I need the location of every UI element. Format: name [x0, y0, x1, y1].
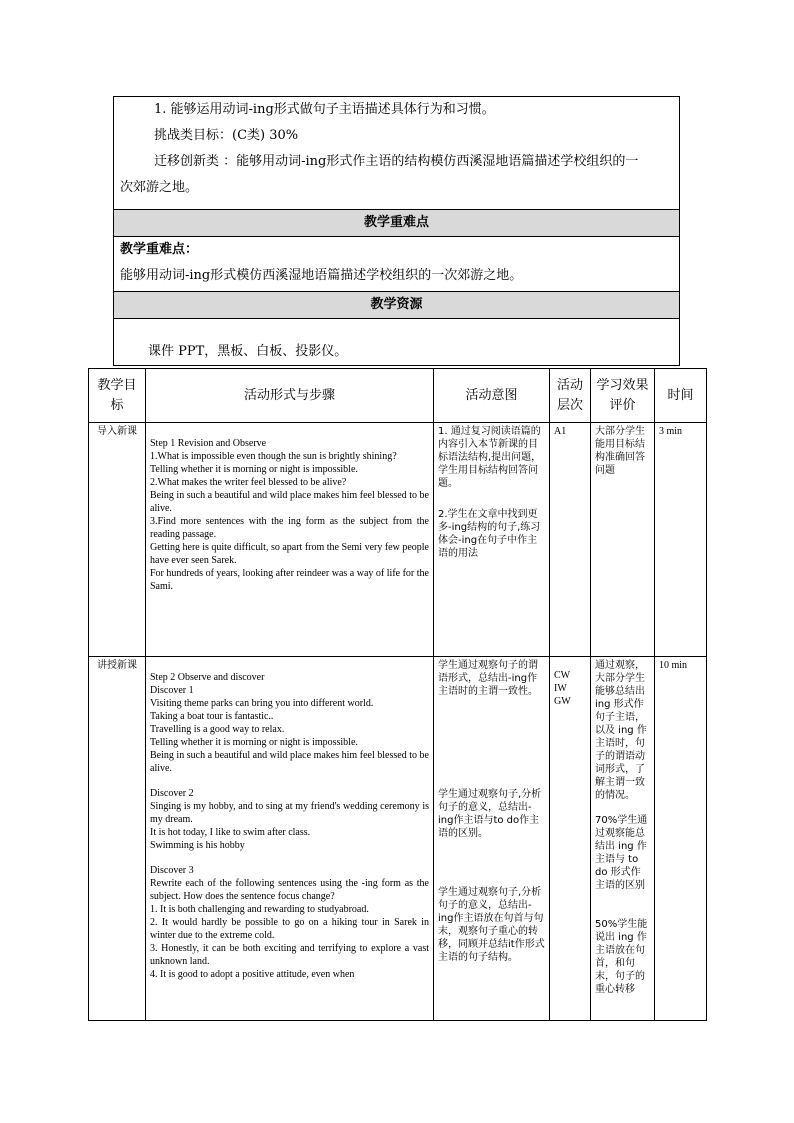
row2-step-b1: Singing is my hobby, and to sing at my friend's wedding ceremony is my dream.	[150, 801, 429, 825]
difficulty-label: 教学重难点：	[120, 242, 199, 257]
row2-step-a6: Being in such a beautiful and wild place makes him feel blessed to be alive.	[150, 750, 429, 774]
row1-step-5: 3.Find more sentences with the ing form as the subject from the reading passage.	[150, 516, 429, 540]
resources-text: 课件 PPT，黑板、白板、投影仪。	[148, 344, 348, 359]
header-goal: 教学目标	[89, 369, 146, 423]
row2-levels	[550, 657, 591, 1021]
row1-intent-1: 1. 通过复习阅读语篇的内容引入本节新课的目标语法结构,提出问题，学生用目标结构回答问题。	[438, 426, 542, 489]
row2-step-c2: 1. It is both challenging and rewarding to studyabroad.	[150, 904, 369, 915]
row2-step-a0: Step 2 Observe and discover	[150, 672, 265, 683]
row2-step-c1: Rewrite each of the following sentences using the -ing form as the subject. How does the sentence focus change?	[150, 878, 429, 902]
row2-step-a3: Taking a boat tour is fantastic..	[150, 711, 274, 722]
header-intent: 活动意图	[434, 369, 550, 423]
difficulty-cell	[114, 237, 680, 292]
resources-header: 教学资源	[114, 292, 680, 319]
row2-step-c5: 4. It is good to adopt a positive attitude, even when	[150, 969, 355, 980]
row2-intent-2: 学生通过观察句子,分析句子的意义，总结出-ing作主语与to do作主语的区别。	[438, 789, 542, 839]
row1-intent	[434, 423, 550, 657]
goal-line-2: 挑战类目标：(C类) 30%	[154, 128, 299, 143]
row1-step-2: Telling whether it is morning or night is impossible.	[150, 464, 358, 475]
row2-step-b2: It is hot today, I like to swim after class.	[150, 827, 311, 838]
row2-time: 10 min	[655, 657, 707, 1021]
row2-step-a1: Discover 1	[150, 685, 194, 696]
row2-eval-3: 50%学生能说出 ing 作主语放在句首，和句末，句子的重心转移	[595, 919, 648, 995]
difficulty-text: 能够用动词-ing形式模仿西溪湿地语篇描述学校组织的一次郊游之地。	[120, 268, 523, 283]
row1-step-4: Being in such a beautiful and wild place makes him feel blessed to be alive.	[150, 490, 429, 514]
row2-eval-2: 70%学生通过观察能总结出 ing 作主语与 to do 形式作主语的区别	[595, 815, 648, 891]
difficulty-header: 教学重难点	[114, 210, 680, 237]
goal-line-1: 1. 能够运用动词-ing形式做句子主语描述具体行为和习惯。	[154, 102, 495, 117]
row2-level-1: IW	[554, 683, 567, 694]
row2-steps	[146, 657, 434, 1021]
row2-intent	[434, 657, 550, 1021]
header-time: 时间	[655, 369, 707, 423]
row1-step-7: For hundreds of years, looking after reindeer was a way of life for the Sami.	[150, 568, 429, 592]
header-eval: 学习效果评价	[591, 369, 655, 423]
row2-step-c0: Discover 3	[150, 865, 194, 876]
row1-goal: 导入新课	[89, 423, 146, 657]
activity-table	[88, 368, 707, 1021]
row2-goal: 讲授新课	[89, 657, 146, 1021]
row2-step-b3: Swimming is his hobby	[150, 840, 245, 851]
row1-step-3: 2.What makes the writer feel blessed to be alive?	[150, 477, 347, 488]
row2-eval	[591, 657, 655, 1021]
header-activity: 活动形式与步骤	[146, 369, 434, 423]
row1-intent-2: 2.学生在文章中找到更多-ing结构的句子,练习体会-ing在句子中作主语的用法	[438, 509, 541, 559]
upper-table	[113, 96, 680, 366]
goal-line-3: 迁移创新类 ：能够用动词-ing形式作主语的结构模仿西溪湿地语篇描述学校组织的一	[154, 154, 639, 169]
row2-level-0: CW	[554, 670, 571, 681]
row2-step-b0: Discover 2	[150, 788, 194, 799]
row1-steps	[146, 423, 434, 657]
row2-step-a5: Telling whether it is morning or night is impossible.	[150, 737, 358, 748]
row1-step-1: 1.What is impossible even though the sun is brightly shining?	[150, 451, 397, 462]
row2-intent-1: 学生通过观察句子的谓语形式，总结出-ing作主语时的主谓一致性。	[438, 660, 538, 697]
row2-level-2: GW	[554, 696, 571, 707]
row2-step-c3: 2. It would hardly be possible to go on a hiking tour in Sarek in winter due to the extreme cold.	[150, 917, 429, 941]
row2-step-a4: Travelling is a good way to relax.	[150, 724, 285, 735]
row1-eval: 大部分学生能用目标结构准确回答问题	[591, 423, 655, 657]
header-level: 活动层次	[550, 369, 591, 423]
row2-eval-1: 通过观察，大部分学生能够总结出 ing 形式作句子主语，以及 ing 作主语时，句子的谓语动词形式，了解主谓一致的情况。	[595, 660, 647, 801]
row1-time: 3 min	[655, 423, 707, 657]
row2-intent-3: 学生通过观察句子,分析句子的意义，总结出-ing作主语放在句首与句末，观察句子重心的转移，同顾并总结it作形式主语的句子结构。	[438, 887, 545, 963]
row2-step-a2: Visiting theme parks can bring you into different world.	[150, 698, 374, 709]
goals-cell	[114, 97, 680, 210]
row1-step-0: Step 1 Revision and Observe	[150, 438, 267, 449]
row2-step-c4: 3. Honestly, it can be both exciting and terrifying to explore a vast unknown land.	[150, 943, 429, 967]
resources-cell	[114, 319, 680, 366]
row1-step-6: Getting here is quite difficult, so apart from the Semi very few people have ever seen Sarek.	[150, 542, 429, 566]
row1-level: A1	[550, 423, 591, 657]
goal-line-4: 次郊游之地。	[120, 180, 199, 195]
